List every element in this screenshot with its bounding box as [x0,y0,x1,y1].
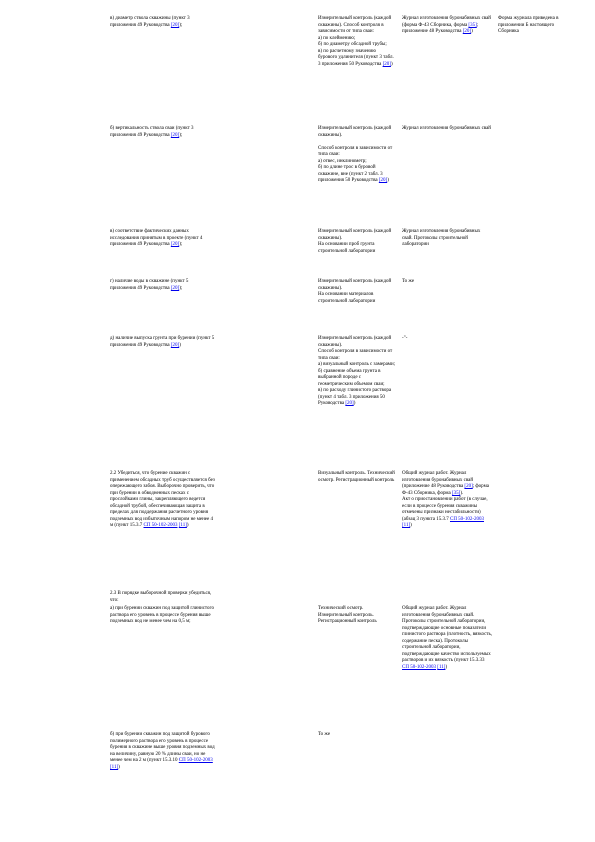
cell-text: Журнал изготовления буронабивных свай. Протоколы строительной лаборатории [402,229,481,247]
row-3-control-method [318,229,396,255]
cell-text: г) наличие воды в скважине (пункт 5 приложения 49 Руководства [110,279,189,291]
cell-text: ); [179,285,183,291]
cell-text: ); [179,242,183,247]
cell-text: ) [471,29,473,34]
row-2-control-method [318,126,396,185]
cell-text: ) [353,401,356,406]
row-1-note [498,16,560,36]
cell-text: Измерительный контроль (каждой скважины). На основании материалов строительной лаборатории [318,279,392,304]
cell-text: ) [118,764,120,770]
cell-text: То же [318,732,331,737]
row-5-requirement [110,336,215,349]
row-4-document [402,279,492,286]
cell-text: Измерительный контроль (каждой скважины). Способ контроля в зависимости от типа сваи: а) отвес, инклинометр; б) по длине трос в буровой скважине, вне (пункт 2 табл. 3 приложения 50 Руководства [318,126,393,183]
cell-text: ); [179,132,183,138]
reference-link[interactable]: [20] [170,22,180,28]
cell-text: ; приложение 48 Руководства [402,22,479,34]
cell-text: Визуальный контроль. Технический осмотр. Регистрационный контроль [318,471,395,483]
reference-link[interactable]: [11] [437,664,446,670]
reference-link[interactable]: [11] [110,764,119,770]
row-5-control-method [318,336,396,408]
cell-text: ). Акт о приостановлении работ (в случае, если в процессе бурения скважины отмечены признаки нестабильности) (абзац 3 пункта 15.3.7 [402,490,488,522]
cell-text: ) [445,664,448,670]
row-3-document [402,229,492,249]
cell-text: б) вертикальность ствола сваи (пункт 3 приложения 49 Руководства [110,126,194,138]
cell-text: а) при бурении скважин под защитой глинистого раствора его уровень в процессе бурения выше подземных вод не менее чем на 0,5 м; [110,606,214,624]
cell-text: в) диаметр ствола скважины (пункт 3 приложения 49 Руководства [110,16,190,28]
cell-text: в) соответствие фактических данных исследования принятым в проекте (пункт 4 приложения 49 Руководства [110,229,203,247]
cell-text: ) [186,523,189,528]
cell-text: Форма журнала приведена в приложении Б настоящего Сборника [498,16,559,34]
row-2-requirement [110,126,215,139]
reference-link[interactable]: [20] [464,484,473,489]
reference-link[interactable]: [35] [468,22,477,28]
reference-link[interactable]: [20] [345,401,354,406]
reference-link[interactable]: СП 50-102-2003 [449,516,485,522]
row-4-requirement [110,279,215,292]
reference-link[interactable]: [35] [452,490,461,496]
cell-text: Журнал изготовления буронабивных свай [402,126,491,131]
row-6-document [402,471,492,530]
cell-text: ); [179,22,183,28]
cell-text: ) [387,178,389,183]
reference-link[interactable]: [20] [170,342,180,348]
cell-text: Измерительный контроль (каждой скважины). Способ контроля в зависимости от типа сваи: а) визуальный контроль с замерами; б) сравнение объема грунта в выбранной породе с геометрическим объемом сваи; в) по расходу глинистого раствора (пункт 4 табл. 3 приложения 50 Руководства [318,336,396,406]
cell-text: -"- [402,336,408,341]
row-8-requirement [110,606,215,626]
row-1-control-method [318,16,396,68]
cell-text: ) [410,523,412,528]
cell-text: ) [390,61,393,67]
reference-link[interactable]: [20] [170,132,180,138]
reference-link[interactable]: [11] [178,523,187,528]
cell-text: Технический осмотр. Измерительный контроль. Регистрационный контроль [318,606,377,624]
row-6-control-method [318,471,396,484]
cell-text: Общий журнал работ. Журнал изготовления буронабивных свай (приложение 48 Руководства [402,471,474,489]
row-1-document [402,16,492,36]
row-3-requirement [110,229,215,249]
reference-link[interactable]: [20] [462,29,472,34]
row-1-requirement [110,16,215,29]
cell-text: 2.2 Убедиться, что бурение скважин с применением обсадных труб осуществляется без опережающего забоя. Выборочно проверить, что при бурении в обводненных песках с прослойками глины, закрепляющего ведется обсадной трубой, обеспечивающая защита в пределах для поддержания расчетного уровня подземных вод избыточным напором не менее 4 м (пункт 15.3.7 [110,471,215,528]
reference-link[interactable]: [11] [402,523,411,528]
row-5-document [402,336,492,343]
reference-link[interactable]: СП 50-102-2003 [178,758,213,763]
cell-text: ; форма Ф-43 Сборника, форма [402,484,489,496]
reference-link[interactable]: [20] [382,61,391,67]
cell-text: Журнал изготовления буронабивных свай (форма Ф-43 Сборника, форма [402,16,491,28]
cell-text: Измерительный контроль (каждой скважины). На основании проб грунта строительной лаборатории [318,229,392,254]
row-9-requirement [110,732,215,771]
reference-link[interactable]: [20] [170,285,180,291]
cell-text: б) при бурении скважин под защитой бурового полимерного раствора его уровень в процессе бурения в скважине выше уровня подземных вод на величину, равную 20 % длины сваи, но не менее чем на 2 м (пункт 15.3.10 [110,732,215,763]
cell-text: Измерительный контроль (каждой скважины). Способ контроля в зависимости от типа сваи: а) по клеймению; б) по диаметру обсадной трубы; в) по расчетному значению бурового удлинителя (пункт 3 табл. 3 приложения 50 Руководства [318,16,394,67]
cell-text: ) [179,342,181,348]
reference-link[interactable]: СП 50-102-2003 [143,523,178,528]
row-7-requirement [110,591,215,604]
cell-text: д) наличие выпуска грунта при бурении (пункт 5 приложения 49 Руководства [110,336,215,348]
row-4-control-method [318,279,396,305]
cell-text: То же [402,279,415,284]
row-6-requirement [110,471,215,530]
row-8-document [402,606,492,671]
reference-link[interactable]: [20] [378,178,388,183]
reference-link[interactable]: [20] [170,242,180,247]
reference-link[interactable]: СП 50-102-2003 [402,664,437,670]
cell-text: 2.3 В порядке выборочной проверки убедиться, что: [110,591,212,603]
row-2-document [402,126,492,133]
cell-text: Общий журнал работ. Журнал изготовления буронабивных свай. Протоколы строительной лаборатории, подтверждающие основные показатели глинистого раствора (плотность, вязкость, содержание песка). Протоколы строительной лаборатории, подтверждающие качество используемых растворов и их вязкость (пункт 15.3.33 [402,606,492,663]
row-8-control-method [318,606,396,626]
row-9-control-method [318,732,396,739]
